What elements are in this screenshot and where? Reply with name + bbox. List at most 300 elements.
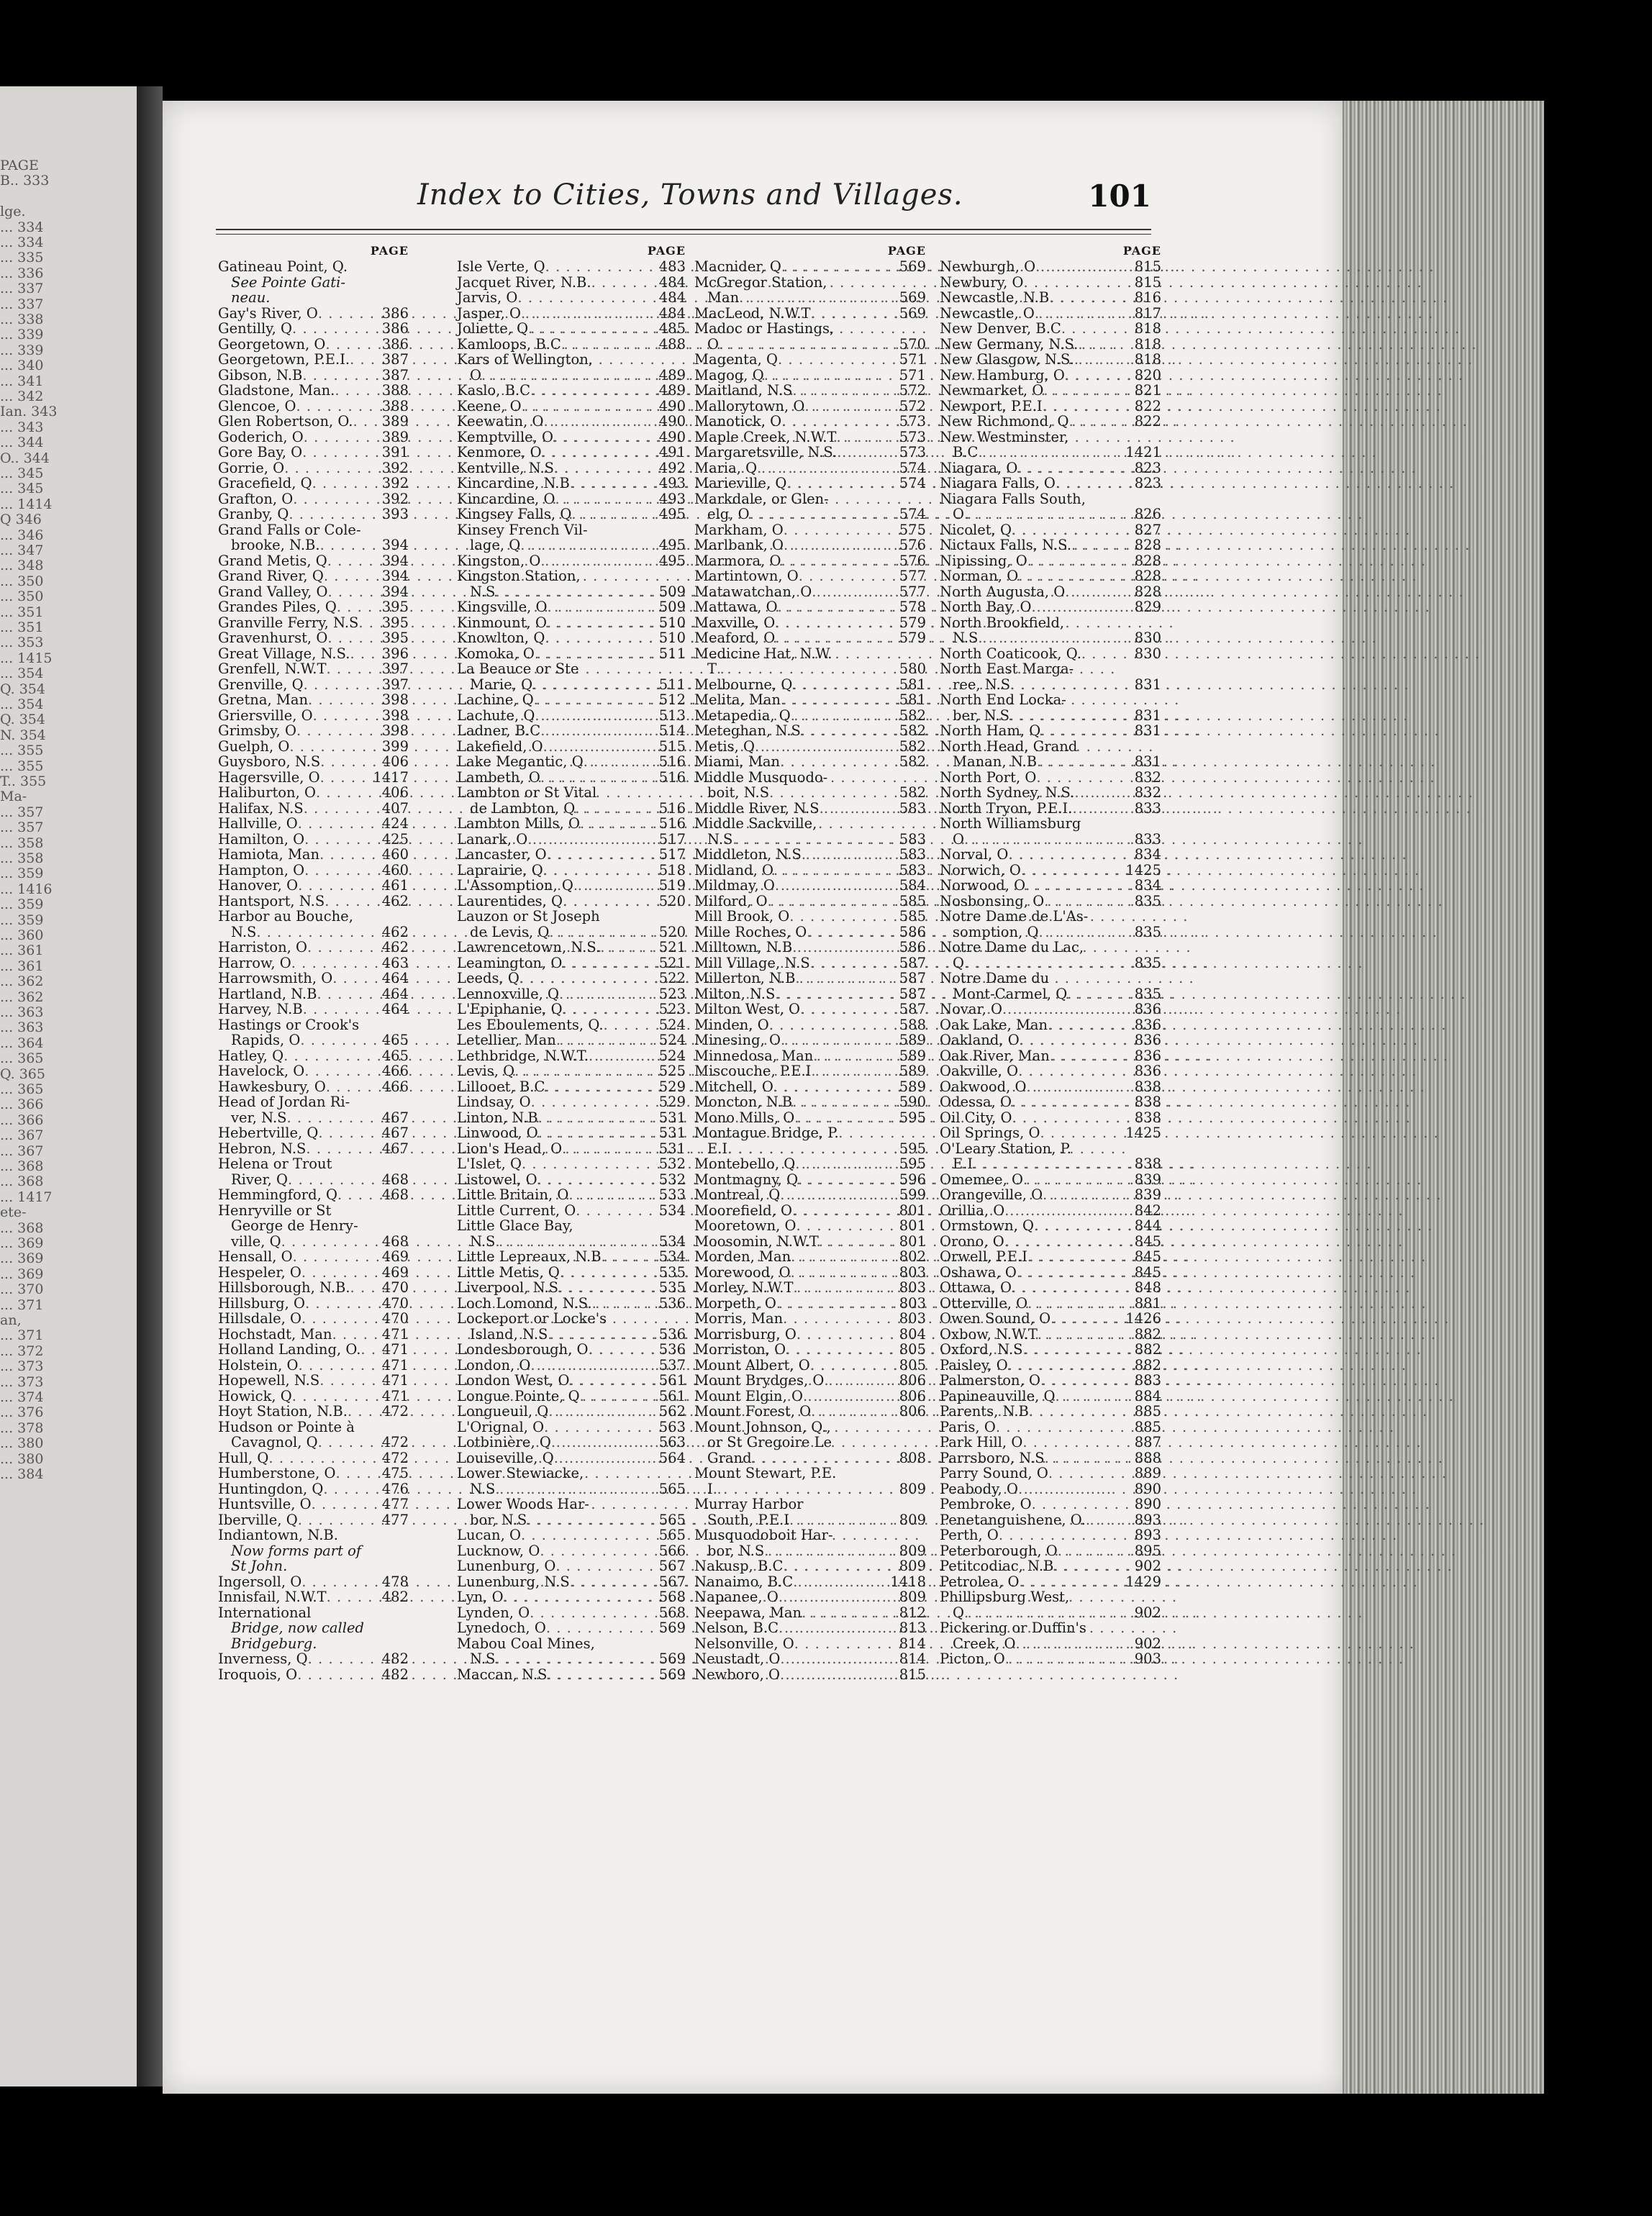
- dot-leader: [307, 940, 379, 955]
- entry-place-name: Odessa, O: [940, 1094, 1012, 1110]
- entry-place-name: North Head, Grand: [940, 737, 1078, 755]
- dot-leader: [820, 801, 897, 817]
- entry-page-number: 394: [381, 583, 409, 600]
- index-entry: [218, 847, 409, 863]
- dot-leader: [537, 1172, 656, 1188]
- dot-leader: [798, 1172, 897, 1188]
- entry-page-number: 839: [1134, 1186, 1161, 1203]
- index-entry: [218, 368, 409, 383]
- index-entry: [218, 1466, 409, 1481]
- dot-leader: [1020, 1032, 1132, 1048]
- index-entry: [940, 1620, 1161, 1636]
- index-entry: [694, 816, 926, 832]
- index-entry: [940, 1404, 1161, 1420]
- index-entry: [457, 816, 686, 832]
- entry-page-number: 587: [899, 985, 926, 1002]
- index-entry: [694, 1032, 926, 1048]
- entry-page-number: 836: [1134, 1063, 1161, 1079]
- index-entry: [694, 1110, 926, 1126]
- dot-leader: [1058, 1543, 1132, 1559]
- dot-leader: [778, 352, 897, 368]
- dot-leader: [558, 1280, 656, 1296]
- entry-page-number: 890: [1134, 1496, 1161, 1512]
- entry-place-name: Mooretown, O: [694, 1217, 796, 1234]
- entry-page-number: 462: [381, 892, 409, 909]
- entry-place-name: Iroquois, O: [218, 1666, 298, 1683]
- entry-page-number: 582: [899, 784, 926, 801]
- entry-page-number: 579: [899, 630, 926, 646]
- entry-page-number: 471: [381, 1341, 409, 1358]
- dot-leader: [964, 955, 1132, 971]
- index-entry: [218, 1605, 409, 1621]
- dot-leader: [304, 863, 379, 878]
- dot-leader: [1025, 878, 1132, 894]
- entry-page-number: 831: [1134, 707, 1161, 724]
- left-page-text-fragment: ... 354: [0, 696, 44, 712]
- index-entry: [218, 1110, 409, 1126]
- entry-place-name: Mille Roches, O: [694, 923, 807, 940]
- dot-leader: [775, 986, 896, 1002]
- index-entry: [940, 414, 1161, 430]
- entry-page-number: 803: [899, 1294, 926, 1312]
- entry-page-number: 466: [381, 1078, 409, 1095]
- entry-page-number: 587: [899, 970, 926, 986]
- left-page-text-fragment: ... 359: [0, 866, 44, 882]
- index-entry: [940, 368, 1161, 383]
- entry-page-number: 395: [381, 630, 409, 646]
- index-entry: [694, 1234, 926, 1250]
- index-entry: [694, 584, 926, 600]
- entry-place-name: Linton, N.B: [457, 1109, 538, 1126]
- index-entry: [218, 1311, 409, 1327]
- index-entry: [218, 801, 409, 817]
- entry-page-number: 832: [1134, 784, 1161, 801]
- entry-page-number: 838: [1134, 1109, 1161, 1126]
- entry-page-number: 569: [658, 1620, 686, 1636]
- dot-leader: [332, 971, 379, 986]
- index-entry: [694, 754, 926, 770]
- dot-leader: [1004, 1203, 1132, 1219]
- left-page-text-fragment: ... 363: [0, 1004, 44, 1020]
- dot-leader: [1053, 1558, 1131, 1574]
- dot-leader: [1065, 368, 1132, 383]
- left-page-text-fragment: ... 369: [0, 1266, 44, 1282]
- entry-page-number: 595: [899, 1109, 926, 1126]
- dot-leader: [1035, 259, 1132, 275]
- index-entry: [218, 1187, 409, 1203]
- index-entry: [218, 1280, 409, 1296]
- dot-leader: [812, 584, 897, 600]
- entry-place-name: Innisfail, N.W.T: [218, 1589, 327, 1605]
- dot-leader: [563, 1002, 656, 1017]
- dot-leader: [288, 1172, 379, 1188]
- dot-leader: [543, 739, 656, 755]
- entry-place-name: Newburgh, O: [940, 258, 1036, 275]
- dot-leader: [973, 1156, 1132, 1172]
- entry-page-number: 567: [658, 1573, 686, 1590]
- index-entry: [940, 863, 1161, 878]
- index-entry: [694, 986, 926, 1002]
- entry-place-name: Petitcodiac, N.B: [940, 1558, 1054, 1574]
- entry-place-name: N.S: [470, 1480, 496, 1497]
- dot-leader: [350, 1280, 379, 1296]
- entry-place-name: Newbury, O: [940, 273, 1024, 291]
- index-entry: [218, 955, 409, 971]
- dot-leader: [996, 1420, 1132, 1435]
- dot-leader: [544, 1420, 656, 1435]
- entry-place-name: Nictaux Falls, N.S.: [940, 537, 1072, 553]
- dot-leader: [1035, 306, 1132, 322]
- index-entry: [940, 1342, 1161, 1358]
- index-entry: [457, 1327, 686, 1343]
- entry-place-name: Milltown, N.B: [694, 939, 793, 955]
- index-entry: [940, 1094, 1161, 1110]
- index-entry: [218, 306, 409, 322]
- entry-place-name: Hastings or Crook's: [218, 1016, 360, 1033]
- left-page-fragment: [0, 86, 137, 2086]
- entry-page-number: 472: [381, 1449, 409, 1466]
- entry-place-name: Linwood, O: [457, 1125, 538, 1141]
- dot-leader: [517, 290, 655, 306]
- entry-place-name: Margaretsville, N.S.: [694, 444, 838, 460]
- dot-leader: [293, 1249, 379, 1265]
- entry-page-number: 884: [1134, 1387, 1161, 1404]
- dot-leader: [775, 615, 897, 631]
- index-column-1: [218, 243, 409, 1682]
- entry-place-name: Little Lepreaux, N.B: [457, 1248, 602, 1265]
- entry-page-number: 406: [381, 784, 409, 801]
- entry-page-number: 464: [381, 985, 409, 1002]
- entry-place-name: Kinmount, O: [457, 614, 547, 631]
- index-entry: [694, 1094, 926, 1110]
- entry-page-number: 493: [658, 475, 686, 491]
- dot-leader: [811, 1404, 897, 1420]
- entry-place-name: Gibson, N.B: [218, 366, 303, 383]
- index-entry: [940, 1497, 1161, 1512]
- entry-place-name: T: [707, 660, 717, 677]
- index-entry: [940, 1358, 1161, 1373]
- entry-page-number: 482: [381, 1589, 409, 1605]
- dot-leader: [1038, 925, 1131, 940]
- entry-place-name: Q: [953, 1604, 964, 1621]
- entry-place-name: Mount Elgin, O: [694, 1387, 803, 1404]
- index-entry: [694, 275, 926, 291]
- left-page-text-fragment: ... 370: [0, 1281, 44, 1298]
- entry-page-number: 398: [381, 707, 409, 724]
- left-page-text-fragment: ... 334: [0, 235, 44, 250]
- entry-page-number: 510: [658, 614, 686, 631]
- dot-leader: [784, 522, 897, 538]
- index-entry: [694, 352, 926, 368]
- entry-place-name: Martintown, O: [694, 568, 799, 584]
- entry-page-number: 495: [658, 552, 686, 569]
- entry-page-number: 1429: [1125, 1573, 1161, 1590]
- index-entry: [940, 1450, 1161, 1466]
- entry-place-name: New Hamburg, O: [940, 366, 1065, 383]
- entry-page-number: 471: [381, 1387, 409, 1404]
- entry-place-name: Howick, Q: [218, 1387, 292, 1404]
- dot-leader: [732, 832, 896, 848]
- entry-place-name: Letellier, Man: [457, 1032, 556, 1048]
- index-entry: [940, 615, 1161, 631]
- index-entry: [940, 1574, 1161, 1590]
- index-entry: [940, 940, 1161, 955]
- entry-page-number: 483: [658, 258, 686, 275]
- entry-page-number: 596: [899, 1171, 926, 1188]
- page-column-header: PAGE: [647, 244, 686, 258]
- dot-leader: [545, 259, 656, 275]
- entry-page-number: 569: [899, 289, 926, 306]
- dot-leader: [560, 1265, 656, 1281]
- dot-leader: [1017, 1265, 1132, 1281]
- entry-page-number: 407: [381, 799, 409, 817]
- index-entry: [457, 863, 686, 878]
- index-entry: [218, 1172, 409, 1188]
- entry-page-number: 835: [1134, 985, 1161, 1002]
- dot-leader: [1029, 1404, 1132, 1420]
- entry-page-number: 521: [658, 939, 686, 955]
- dot-leader: [1023, 1172, 1132, 1188]
- left-page-text-fragment: ... 345: [0, 466, 44, 481]
- dot-leader: [750, 507, 897, 522]
- entry-place-name: Papineauville, Q: [940, 1387, 1056, 1404]
- index-entry: [218, 1342, 409, 1358]
- entry-place-name: Isle Verte, Q: [457, 258, 545, 275]
- index-entry: [218, 754, 409, 770]
- entry-page-number: 813: [899, 1620, 926, 1636]
- entry-place-name: Owen Sound, O: [940, 1310, 1051, 1327]
- entry-place-name: Lower Woods Har-: [457, 1496, 589, 1512]
- entry-page-number: 533: [658, 1186, 686, 1203]
- entry-place-name: Madoc or Hastings,: [694, 320, 835, 337]
- entry-page-number: 471: [381, 1372, 409, 1389]
- entry-place-name: George de Henry-: [231, 1217, 358, 1234]
- dot-leader: [773, 863, 897, 878]
- entry-page-number: 387: [381, 351, 409, 368]
- index-entry: [457, 847, 686, 863]
- entry-page-number: 844: [1134, 1217, 1161, 1234]
- entry-page-number: 392: [381, 459, 409, 476]
- dot-leader: [538, 1125, 656, 1141]
- index-entry: [457, 1358, 686, 1373]
- entry-page-number: 387: [381, 366, 409, 383]
- dot-leader: [773, 1079, 897, 1095]
- entry-place-name: Hoyt Station, N.B.: [218, 1403, 348, 1420]
- entry-page-number: 823: [1134, 475, 1161, 491]
- entry-page-number: 585: [899, 892, 926, 909]
- entry-page-number: 468: [381, 1232, 409, 1250]
- entry-page-number: 495: [658, 506, 686, 522]
- dot-leader: [545, 630, 655, 646]
- index-entry: [457, 986, 686, 1002]
- entry-page-number: 465: [381, 1032, 409, 1048]
- index-entry: [694, 1497, 926, 1512]
- left-page-text-fragment: ... 371: [0, 1297, 44, 1313]
- index-entry: [218, 971, 409, 986]
- index-entry: [457, 1311, 686, 1327]
- index-entry: [218, 1404, 409, 1420]
- index-entry: [457, 894, 686, 909]
- dot-leader: [547, 615, 656, 631]
- entry-place-name: Hillsborough, N.B.: [218, 1279, 350, 1296]
- dot-leader: [780, 1651, 896, 1667]
- entry-page-number: 517: [658, 830, 686, 848]
- dot-leader: [555, 491, 655, 507]
- entry-place-name: Hanover, O: [218, 877, 299, 894]
- entry-place-name: North East Marga-: [940, 660, 1074, 677]
- dot-leader: [803, 1389, 897, 1404]
- index-entry: [457, 1172, 686, 1188]
- index-entry: [218, 832, 409, 848]
- index-entry: [694, 290, 926, 306]
- entry-page-number: 893: [1134, 1511, 1161, 1528]
- entry-page-number: 522: [658, 970, 686, 986]
- entry-page-number: 801: [899, 1202, 926, 1219]
- entry-page-number: 595: [899, 1155, 926, 1172]
- entry-place-name: Hawkesbury, O: [218, 1078, 326, 1095]
- entry-place-name: Niagara Falls, O: [940, 475, 1056, 491]
- index-entry: [694, 630, 926, 646]
- entry-page-number: 583: [899, 830, 926, 848]
- entry-page-number: 462: [381, 923, 409, 940]
- entry-page-number: 893: [1134, 1527, 1161, 1543]
- entry-place-name: South, P.E.I: [707, 1511, 789, 1528]
- dot-leader: [305, 1296, 379, 1312]
- entry-place-name: Nakusp, B.C: [694, 1558, 784, 1574]
- entry-place-name: Ormstown, Q: [940, 1217, 1035, 1234]
- index-entry: [218, 1389, 409, 1404]
- dot-leader: [1040, 723, 1132, 739]
- dot-leader: [312, 476, 379, 491]
- entry-place-name: See Pointe Gati-: [231, 273, 345, 291]
- entry-place-name: Nelsonville, O: [694, 1635, 794, 1652]
- entry-place-name: Napanee, O: [694, 1589, 779, 1605]
- left-page-text-fragment: ... 1417: [0, 1189, 53, 1205]
- dot-leader: [318, 306, 379, 322]
- entry-place-name: N.S: [953, 630, 979, 646]
- entry-place-name: ver, N.S: [231, 1109, 287, 1126]
- index-entry: [218, 460, 409, 476]
- index-entry: [694, 661, 926, 677]
- entry-page-number: 821: [1134, 382, 1161, 399]
- index-entry: [694, 414, 926, 430]
- dot-leader: [298, 878, 379, 894]
- entry-page-number: 809: [899, 1589, 926, 1605]
- index-entry: [694, 383, 926, 399]
- entry-page-number: 903: [1134, 1650, 1161, 1667]
- dot-leader: [813, 1048, 897, 1064]
- entry-place-name: Oshawa, O: [940, 1263, 1017, 1281]
- entry-page-number: 805: [899, 1341, 926, 1358]
- entry-place-name: de Levis, Q: [470, 923, 550, 940]
- dot-leader: [549, 925, 655, 940]
- index-entry: [940, 430, 1161, 445]
- entry-place-name: North Ham, Q: [940, 722, 1041, 739]
- entry-page-number: 466: [381, 1063, 409, 1079]
- index-entry: [457, 1079, 686, 1095]
- index-entry: [457, 971, 686, 986]
- entry-place-name: Grafton, O: [218, 490, 294, 507]
- dot-leader: [353, 414, 378, 430]
- entry-place-name: Norman, O: [940, 568, 1019, 584]
- index-entry: [218, 1002, 409, 1017]
- entry-place-name: Millerton, N.B: [694, 970, 796, 986]
- index-entry: [940, 259, 1161, 275]
- index-entry: [940, 1435, 1161, 1450]
- entry-page-number: 895: [1134, 1542, 1161, 1559]
- index-entry: [940, 1311, 1161, 1327]
- dot-leader: [296, 723, 379, 739]
- entry-page-number: 565: [658, 1527, 686, 1543]
- entry-page-number: 460: [381, 846, 409, 863]
- index-entry: [218, 1218, 409, 1234]
- dot-leader: [548, 1327, 655, 1343]
- index-entry: [218, 723, 409, 739]
- dot-leader: [348, 1404, 379, 1420]
- entry-page-number: 482: [381, 1666, 409, 1683]
- entry-page-number: 425: [381, 830, 409, 848]
- index-entry: [218, 1125, 409, 1141]
- index-entry: [694, 368, 926, 383]
- index-entry: [218, 894, 409, 909]
- index-entry: [940, 321, 1161, 337]
- left-page-text-fragment: ... 351: [0, 604, 44, 620]
- entry-place-name: Montreal, Q: [694, 1186, 781, 1203]
- index-entry: [457, 1203, 686, 1219]
- entry-page-number: 536: [658, 1341, 686, 1358]
- entry-place-name: Lambton Mills, O: [457, 815, 580, 832]
- entry-place-name: Melita, Man: [694, 691, 781, 708]
- dot-leader: [313, 708, 379, 724]
- entry-page-number: 386: [381, 335, 409, 353]
- entry-page-number: 511: [658, 676, 686, 693]
- entry-page-number: 572: [899, 382, 926, 399]
- entry-place-name: Middle River, N.S: [694, 799, 820, 817]
- entry-page-number: 521: [658, 954, 686, 971]
- dot-leader: [789, 1512, 897, 1528]
- index-entry: [940, 909, 1161, 925]
- dot-leader: [547, 1667, 655, 1683]
- index-entry: [694, 832, 926, 848]
- entry-page-number: 574: [899, 506, 926, 522]
- entry-place-name: Longue Pointe, Q: [457, 1387, 580, 1404]
- left-page-text-fragment: ... 359: [0, 912, 44, 928]
- entry-place-name: Kingston Station,: [457, 568, 581, 584]
- left-page-text-fragment: ... 361: [0, 958, 44, 974]
- entry-place-name: Kentville, N.S: [457, 459, 555, 476]
- index-entry: [457, 599, 686, 615]
- left-page-text-fragment: ... 362: [0, 973, 44, 990]
- entry-page-number: 393: [381, 506, 409, 522]
- entry-place-name: Oil City, O: [940, 1109, 1012, 1126]
- index-entry: [694, 894, 926, 909]
- dot-leader: [999, 1527, 1132, 1543]
- entry-page-number: 513: [658, 707, 686, 724]
- entry-place-name: Orillia, O: [940, 1202, 1005, 1219]
- entry-place-name: Grand Metis, Q: [218, 552, 327, 569]
- dot-leader: [1061, 321, 1132, 337]
- dot-leader: [781, 1032, 897, 1048]
- dot-leader: [323, 1481, 378, 1497]
- entry-page-number: 845: [1134, 1248, 1161, 1265]
- entry-place-name: Kincardine, O: [457, 490, 555, 507]
- entry-place-name: Murray Harbor: [694, 1496, 804, 1512]
- index-entry: [940, 337, 1161, 353]
- entry-page-number: 515: [658, 737, 686, 755]
- entry-page-number: 524: [658, 1032, 686, 1048]
- dot-leader: [540, 770, 656, 786]
- index-entry: [694, 863, 926, 878]
